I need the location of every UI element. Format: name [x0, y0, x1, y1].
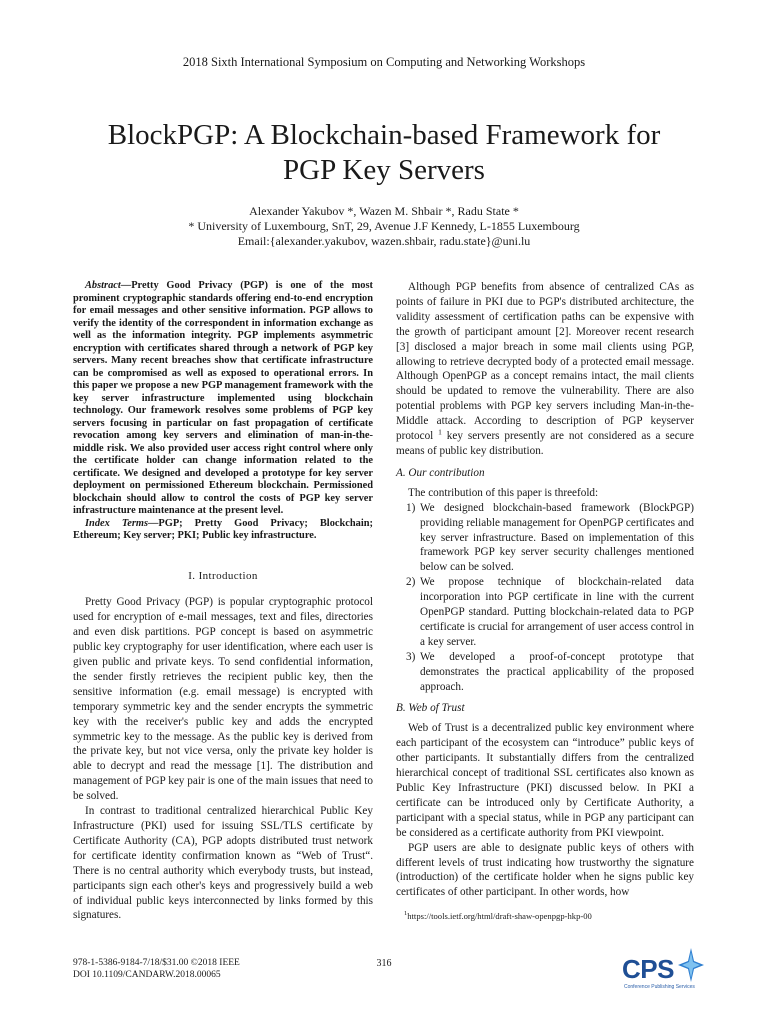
- list-item-number: 1): [406, 501, 416, 514]
- list-item-text: We developed a proof-of-concept prototype that demonstrates the practical applicability of the proposed approach.: [420, 650, 694, 693]
- intro-paragraph-2: In contrast to traditional centralized hierarchical Public Key Infrastructure (PKI) used for issuing SSL/TLS certificate by Certificate Authority (CA), PGP adopts distributed trust network for certificate identity confirmation known as “Web of Trust“. There is no central authority which everybody trusts, but instead, participants sign each other's keys and progressively build a web of individual public keys interconnected by links formed by this signatures.: [73, 805, 373, 922]
- star-icon: [678, 948, 704, 982]
- cps-logo-subtitle: Conference Publishing Services: [624, 984, 695, 990]
- doi-line: DOI 10.1109/CANDARW.2018.00065: [73, 969, 221, 980]
- list-item-text: We designed blockchain-based framework (BlockPGP) providing reliable management for OpenPGP certificates and key server infrastructure. Based on implementation of this framework PGP key server security challenges mentioned below can be solved.: [420, 501, 694, 574]
- list-item: [396, 650, 694, 695]
- wot-paragraph-2: PGP users are able to designate public keys of others with different levels of trust indicating how trustworthy the signature (introduction) of the certificate holder when he signs public key certificates of other participant. In other words, how: [396, 841, 694, 899]
- title-line-1: BlockPGP: A Blockchain-based Framework for: [107, 119, 661, 151]
- list-item-text: We propose technique of blockchain-related data incorporation into PGP certificate in line with the current OpenPGP standard. Putting blockchain-related data to PGP certificate is crucial for arrangement of user access control in a key server.: [420, 576, 694, 648]
- right-column: [396, 280, 694, 922]
- footnote: [396, 911, 694, 922]
- subsection-heading-contribution: A. Our contribution: [396, 466, 485, 479]
- right-paragraph-1-part-a: Although PGP benefits from absence of centralized CAs as points of failure in PKI due to PGP's distributed architecture, the validity assessment of certification paths can be expensive with the growth of participant amount [2]. Moreover recent research [3] disclosed a major breach in some mail clients using PGP, allowing to retrieve decrypted body of a protected email message. Although OpenPGP as a concept remains intact, the mail clients should be updated to remove the vulnerability. There are also potential problems with PGP key servers including Man-in-the-Middle attack. According to description of PGP keyserver protocol: [396, 281, 694, 443]
- page-number: 316: [376, 958, 392, 969]
- list-item: [396, 501, 694, 576]
- isbn-line: 978-1-5386-9184-7/18/$31.00 ©2018 IEEE: [73, 958, 240, 968]
- subsection-heading-web-of-trust: B. Web of Trust: [396, 702, 465, 715]
- conference-header: 2018 Sixth International Symposium on Computing and Networking Workshops: [182, 55, 586, 69]
- list-item-number: 3): [406, 650, 416, 663]
- abstract-text: —Pretty Good Privacy (PGP) is one of the most prominent cryptographic standards offering end-to-end encryption for email messages and other sensitive information. PGP allows to verify the identity of the correspondent in information exchange as well as the information integrity. PGP implements asymmetric encryption with certificates shared through a network of PGP key servers. Many recent breaches show that certificate infrastructure can be compromised as well as exposed to operational errors. In this paper we propose a new PGP management framework with the key server infrastructure implemented using blockchain technology. Our framework resolves some problems of PGP key servers focusing in particular on fast propagation of certificate revocation among key servers and elimination of man-in-the-middle risk. We also provided user access right control where only the certificate holder can change information related to the certificate. We designed and developed a prototype for key server deployment on permissioned Ethereum blockchain. Permissioned blockchain should allow to control the costs of PGP key server infrastructure maintenance at the present level.: [73, 280, 373, 516]
- title-line-2: PGP Key Servers: [283, 154, 485, 186]
- footnote-marker: 1: [404, 910, 408, 918]
- author-block: [0, 204, 768, 249]
- author-email: Email:{alexander.yakubov, wazen.shbair, radu.state}@uni.lu: [237, 234, 531, 248]
- wot-paragraph-1: Web of Trust is a decentralized public key environment where each participant of the ecosystem can “introduce” public keys of other participants. It substantially differs from the centralized hierarchical concept of traditional SSL certificates also known as Public Key Infrastructure (PKI) discussed below. In PKI a certificate can be introduced only by Certificate Authority, a participant with a special status, while in PGP any participant can be considered as a certificate authority from PKI viewpoint.: [396, 722, 694, 839]
- list-item-number: 2): [406, 576, 416, 589]
- left-column: [73, 280, 373, 923]
- cps-logo: [622, 948, 706, 994]
- cps-logo-text: CPS: [622, 954, 674, 984]
- index-terms: [73, 518, 373, 543]
- abstract: [73, 280, 373, 518]
- footnote-url: https://tools.ietf.org/html/draft-shaw-openpgp-hkp-00: [407, 911, 592, 922]
- contribution-list: [396, 501, 694, 695]
- list-item: [396, 575, 694, 650]
- author-names: Alexander Yakubov *, Wazen M. Shbair *, Radu State *: [249, 204, 519, 218]
- right-paragraph-1-part-b: key servers presently are not considered as a secure means of public key distribution.: [396, 430, 694, 457]
- contribution-intro: The contribution of this paper is threefold:: [408, 486, 599, 499]
- footnote-ref: 1: [438, 427, 442, 437]
- section-heading-introduction: I. Introduction: [188, 569, 258, 582]
- index-terms-label: Index Terms: [85, 517, 148, 529]
- intro-paragraph-1: Pretty Good Privacy (PGP) is popular cryptographic protocol used for encryption of e-mail messages, text and files, directories and even disk partitions. PGP concept is based on asymmetric public key cryptography for user identification, where each user is given public and private keys. To send confidential information, the sender firstly retrieves the recipient public key, then the sensitive information (e.g. email message) is encrypted with temporary symmetric key and the sender encrypts the symmetric key with the receiver's public key and adds the encrypted symmetric key to the message. As the public key is derived from the private key, but not vice versa, only the private key holder is able to decrypt and read the message [1]. The distribution and management of PGP key pair is one of the main issues that need to be solved.: [73, 596, 373, 803]
- paper-title: [0, 118, 768, 188]
- right-paragraph-1: [396, 280, 694, 459]
- index-terms-text: —PGP; Pretty Good Privacy; Blockchain; Ethereum; Key server; PKI; Public key infrastructure.: [73, 517, 373, 541]
- abstract-label: Abstract: [85, 280, 121, 291]
- author-affiliation: * University of Luxembourg, SnT, 29, Avenue J.F Kennedy, L-1855 Luxembourg: [188, 219, 580, 233]
